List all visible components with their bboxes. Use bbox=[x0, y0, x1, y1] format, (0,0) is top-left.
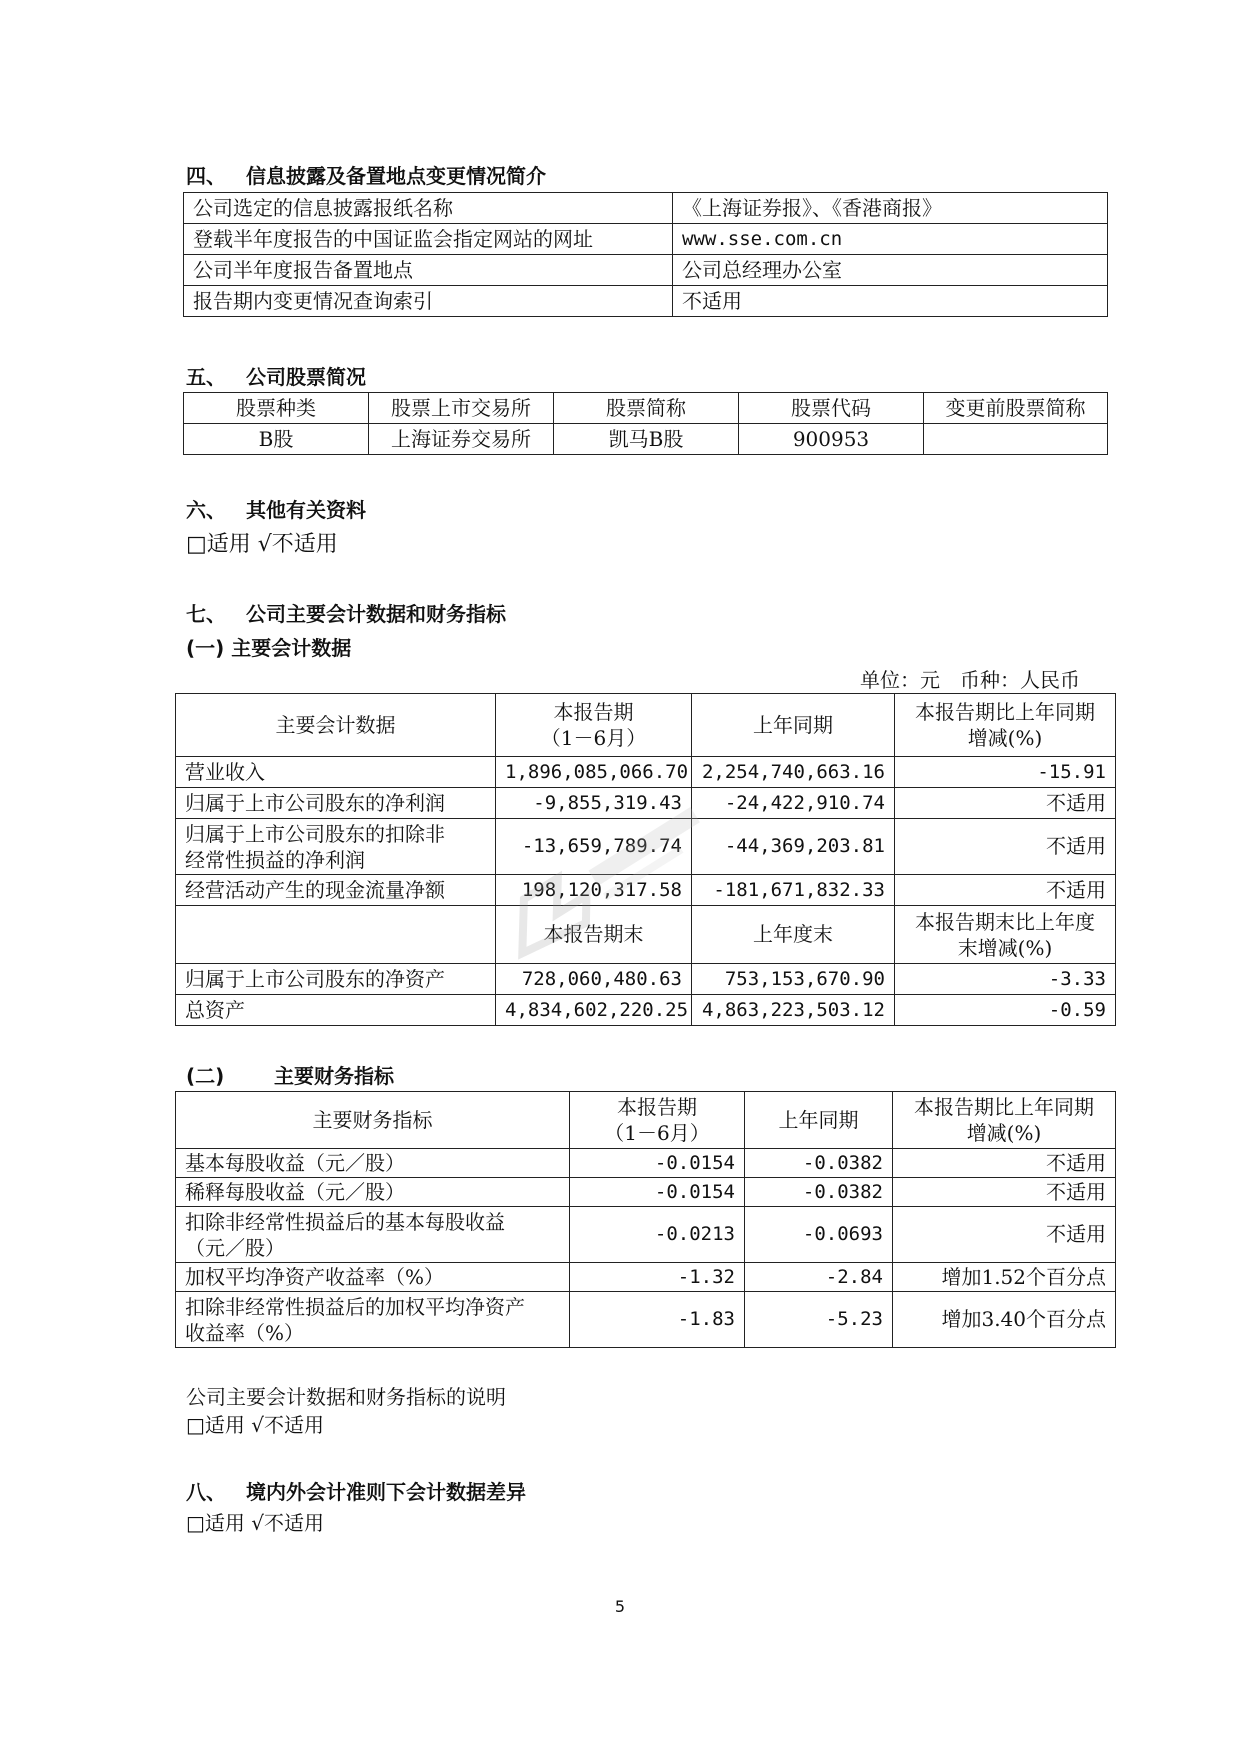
header-line: 本报告期末比上年度 bbox=[915, 909, 1095, 934]
table-header-cell bbox=[893, 1092, 1116, 1149]
header-line: （1－6月） bbox=[540, 726, 647, 750]
financial-indicators-table bbox=[175, 1091, 1116, 1348]
table-cell: -15.91 bbox=[895, 757, 1116, 788]
table-header-cell bbox=[570, 1092, 745, 1149]
section-8-option: □适用 √不适用 bbox=[186, 1511, 324, 1535]
table-header-row bbox=[176, 1092, 1116, 1149]
table-header-row bbox=[176, 906, 1116, 964]
table-cell: -44,369,203.81 bbox=[692, 819, 895, 875]
table-row bbox=[176, 1263, 1116, 1292]
subsection-1-title: (一) 主要会计数据 bbox=[186, 636, 352, 660]
table-cell: 1,896,085,066.70 bbox=[496, 757, 692, 788]
table-cell: -9,855,319.43 bbox=[496, 788, 692, 819]
table-cell: -0.0154 bbox=[570, 1178, 745, 1207]
table-cell bbox=[176, 819, 496, 875]
disclosure-table bbox=[183, 192, 1108, 317]
table-header-cell: 上年同期 bbox=[692, 694, 895, 757]
table-cell: 2,254,740,663.16 bbox=[692, 757, 895, 788]
page-number: 5 bbox=[614, 1597, 626, 1616]
stock-table bbox=[183, 392, 1108, 455]
subsection-2-heading: 主要财务指标 bbox=[274, 1064, 394, 1088]
table-cell: -5.23 bbox=[745, 1292, 893, 1348]
cell-line: 扣除非经常性损益后的加权平均净资产 bbox=[185, 1294, 525, 1319]
section-5-heading: 公司股票简况 bbox=[246, 365, 366, 389]
section-4-number: 四、 bbox=[186, 164, 226, 188]
table-cell: -0.0213 bbox=[570, 1207, 745, 1263]
section-8-number: 八、 bbox=[186, 1480, 226, 1504]
table-row bbox=[184, 286, 1108, 317]
cell-line: 收益率（%） bbox=[185, 1320, 305, 1345]
table-row bbox=[184, 193, 1108, 224]
table-row bbox=[176, 757, 1116, 788]
table-cell: www.sse.com.cn bbox=[673, 224, 1108, 255]
table-cell: -24,422,910.74 bbox=[692, 788, 895, 819]
unit-line: 单位：元 币种：人民币 bbox=[860, 668, 1080, 692]
table-cell: 728,060,480.63 bbox=[496, 964, 692, 995]
table-cell: 公司选定的信息披露报纸名称 bbox=[184, 193, 673, 224]
table-cell: 基本每股收益（元／股） bbox=[176, 1149, 570, 1178]
table-row bbox=[176, 819, 1116, 875]
table-header-cell: 股票上市交易所 bbox=[369, 393, 554, 424]
table-header-cell: 主要财务指标 bbox=[176, 1092, 570, 1149]
table-cell: -0.0382 bbox=[745, 1149, 893, 1178]
section-8-heading: 境内外会计准则下会计数据差异 bbox=[246, 1480, 526, 1504]
table-row bbox=[176, 1292, 1116, 1348]
table-cell bbox=[176, 906, 496, 964]
table-cell: -13,659,789.74 bbox=[496, 819, 692, 875]
table-header-cell bbox=[895, 694, 1116, 757]
table-row bbox=[176, 995, 1116, 1026]
table-cell: 4,863,223,503.12 bbox=[692, 995, 895, 1026]
table-cell: 公司总经理办公室 bbox=[673, 255, 1108, 286]
table-cell: -0.0382 bbox=[745, 1178, 893, 1207]
table-header-cell: 主要会计数据 bbox=[176, 694, 496, 757]
table-cell: -3.33 bbox=[895, 964, 1116, 995]
table-cell: 不适用 bbox=[895, 819, 1116, 875]
table-cell: B股 bbox=[184, 424, 369, 455]
table-header-cell bbox=[895, 906, 1116, 964]
table-cell bbox=[176, 1207, 570, 1263]
table-row bbox=[176, 788, 1116, 819]
cell-line: 归属于上市公司股东的扣除非 bbox=[185, 821, 445, 846]
table-cell: 198,120,317.58 bbox=[496, 875, 692, 906]
section-8-title bbox=[186, 1476, 526, 1505]
table-cell bbox=[176, 1292, 570, 1348]
table-cell: -0.59 bbox=[895, 995, 1116, 1026]
section-7-number: 七、 bbox=[186, 602, 226, 626]
table-row bbox=[176, 1149, 1116, 1178]
table-header-cell: 股票代码 bbox=[739, 393, 924, 424]
table-row bbox=[176, 1207, 1116, 1263]
table-cell: 增加3.40个百分点 bbox=[893, 1292, 1116, 1348]
indicators-note-title: 公司主要会计数据和财务指标的说明 bbox=[186, 1385, 506, 1409]
table-header-row bbox=[184, 393, 1108, 424]
cell-line: （元／股） bbox=[185, 1235, 285, 1260]
section-6-title bbox=[186, 494, 366, 523]
table-cell: 上海证券交易所 bbox=[369, 424, 554, 455]
table-row bbox=[176, 1178, 1116, 1207]
section-7-heading: 公司主要会计数据和财务指标 bbox=[246, 602, 506, 626]
table-cell: -0.0154 bbox=[570, 1149, 745, 1178]
header-line: 本报告期比上年同期 bbox=[914, 1095, 1094, 1119]
table-cell: 不适用 bbox=[893, 1149, 1116, 1178]
header-line: 本报告期 bbox=[617, 1095, 697, 1119]
table-header-cell: 变更前股票简称 bbox=[924, 393, 1108, 424]
table-cell: 增加1.52个百分点 bbox=[893, 1263, 1116, 1292]
table-cell: 报告期内变更情况查询索引 bbox=[184, 286, 673, 317]
section-4-heading: 信息披露及备置地点变更情况简介 bbox=[246, 164, 546, 188]
table-cell: 753,153,670.90 bbox=[692, 964, 895, 995]
section-6-number: 六、 bbox=[186, 498, 226, 522]
table-header-cell: 本报告期末 bbox=[496, 906, 692, 964]
indicators-note-option: □适用 √不适用 bbox=[186, 1413, 324, 1437]
section-4-title bbox=[186, 160, 546, 189]
table-cell: 总资产 bbox=[176, 995, 496, 1026]
table-cell: -181,671,832.33 bbox=[692, 875, 895, 906]
table-cell: 900953 bbox=[739, 424, 924, 455]
table-header-row bbox=[176, 694, 1116, 757]
table-header-cell: 股票种类 bbox=[184, 393, 369, 424]
table-cell: 归属于上市公司股东的净资产 bbox=[176, 964, 496, 995]
header-line: 本报告期 bbox=[553, 700, 634, 724]
section-6-option: □适用 √不适用 bbox=[186, 532, 338, 557]
table-cell bbox=[924, 424, 1108, 455]
cell-line: 扣除非经常性损益后的基本每股收益 bbox=[185, 1209, 505, 1234]
table-cell: 稀释每股收益（元／股） bbox=[176, 1178, 570, 1207]
cell-line: 经常性损益的净利润 bbox=[185, 847, 365, 872]
header-line: 增减(%) bbox=[967, 726, 1043, 750]
section-5-title bbox=[186, 361, 366, 390]
section-7-title bbox=[186, 598, 506, 627]
table-header-cell: 上年同期 bbox=[745, 1092, 893, 1149]
table-header-cell bbox=[496, 694, 692, 757]
table-cell: 4,834,602,220.25 bbox=[496, 995, 692, 1026]
table-cell: 登载半年度报告的中国证监会指定网站的网址 bbox=[184, 224, 673, 255]
table-cell: 营业收入 bbox=[176, 757, 496, 788]
table-header-cell: 上年度末 bbox=[692, 906, 895, 964]
table-cell: 不适用 bbox=[895, 788, 1116, 819]
table-cell: -0.0693 bbox=[745, 1207, 893, 1263]
table-cell: -1.32 bbox=[570, 1263, 745, 1292]
header-line: 末增减(%) bbox=[957, 935, 1053, 960]
subsection-2-number: (二) bbox=[186, 1064, 225, 1088]
table-cell: 不适用 bbox=[895, 875, 1116, 906]
table-cell: 《上海证券报》、《香港商报》 bbox=[673, 193, 1108, 224]
header-line: （1－6月） bbox=[604, 1121, 710, 1145]
table-cell: -2.84 bbox=[745, 1263, 893, 1292]
table-cell: 加权平均净资产收益率（%） bbox=[176, 1263, 570, 1292]
table-row bbox=[184, 424, 1108, 455]
section-5-number: 五、 bbox=[186, 365, 226, 389]
table-cell: 公司半年度报告备置地点 bbox=[184, 255, 673, 286]
table-row bbox=[184, 255, 1108, 286]
table-row bbox=[184, 224, 1108, 255]
table-cell: 经营活动产生的现金流量净额 bbox=[176, 875, 496, 906]
accounting-data-table bbox=[175, 693, 1116, 1026]
table-cell: 归属于上市公司股东的净利润 bbox=[176, 788, 496, 819]
table-cell: 不适用 bbox=[893, 1207, 1116, 1263]
header-line: 本报告期比上年同期 bbox=[915, 700, 1095, 724]
table-row bbox=[176, 964, 1116, 995]
table-cell: 凯马B股 bbox=[554, 424, 739, 455]
header-line: 增减(%) bbox=[966, 1121, 1042, 1145]
section-6-heading: 其他有关资料 bbox=[246, 498, 366, 522]
table-cell: -1.83 bbox=[570, 1292, 745, 1348]
table-cell: 不适用 bbox=[673, 286, 1108, 317]
table-row bbox=[176, 875, 1116, 906]
table-cell: 不适用 bbox=[893, 1178, 1116, 1207]
table-header-cell: 股票简称 bbox=[554, 393, 739, 424]
subsection-2-title bbox=[186, 1060, 394, 1089]
